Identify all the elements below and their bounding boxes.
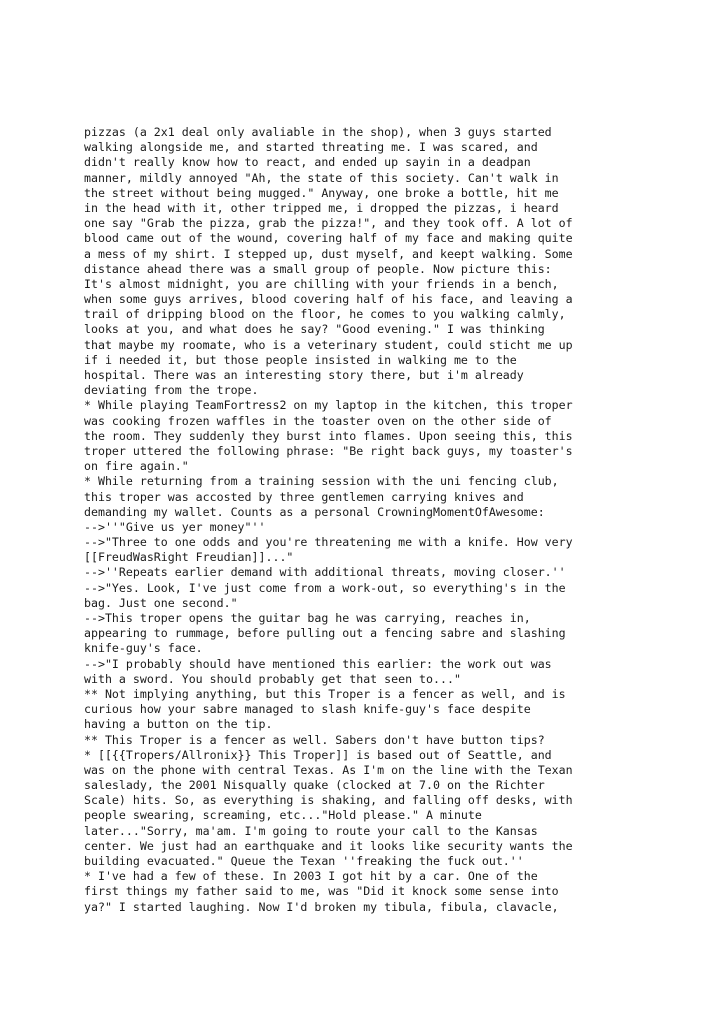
document-text-line: that maybe my roomate, who is a veterinary student, could sticht me up: [84, 337, 573, 352]
document-text-line: * While returning from a training session with the uni fencing club,: [84, 474, 559, 489]
document-text-line: manner, mildly annoyed "Ah, the state of this society. Can't walk in: [84, 170, 559, 185]
document-text-line: this troper was accosted by three gentlemen carrying knives and: [84, 489, 524, 504]
document-text-line: when some guys arrives, blood covering half of his face, and leaving a: [84, 292, 573, 307]
document-text-line: troper uttered the following phrase: "Be right back guys, my toaster's: [84, 443, 573, 458]
document-text-line: bag. Just one second.": [84, 595, 238, 610]
document-text-line: -->''Repeats earlier demand with additional threats, moving closer.'': [84, 565, 566, 580]
document-text-line: walking alongside me, and started threating me. I was scared, and: [84, 140, 538, 155]
document-text-line: looks at you, and what does he say? "Good evening." I was thinking: [84, 322, 545, 337]
document-text-line: * While playing TeamFortress2 on my laptop in the kitchen, this troper: [84, 398, 573, 413]
document-text-line: It's almost midnight, you are chilling with your friends in a bench,: [84, 276, 559, 291]
document-text-line: ya?" I started laughing. Now I'd broken my tibula, fibula, clavacle,: [84, 899, 559, 914]
document-text-line: center. We just had an earthquake and it looks like security wants the: [84, 838, 573, 853]
document-text-line: * I've had a few of these. In 2003 I got hit by a car. One of the: [84, 869, 538, 884]
document-text-line: if i needed it, but those people insisted in walking me to the: [84, 352, 517, 367]
document-text-line: knife-guy's face.: [84, 641, 203, 656]
document-text-line: appearing to rummage, before pulling out a fencing sabre and slashing: [84, 626, 566, 641]
document-text-line: -->"I probably should have mentioned this earlier: the work out was: [84, 656, 552, 671]
document-text-line: curious how your sabre managed to slash knife-guy's face despite: [84, 702, 531, 717]
document-text-line: building evacuated." Queue the Texan ''freaking the fuck out.'': [84, 854, 524, 868]
document-text-line: blood came out of the wound, covering half of my face and making quite: [84, 231, 573, 246]
document-text-line: ** Not implying anything, but this Troper is a fencer as well, and is: [84, 686, 566, 701]
document-text-line: a mess of my shirt. I stepped up, dust myself, and keept walking. Some: [84, 246, 573, 261]
document-text-line: [[FreudWasRight Freudian]]...": [84, 550, 294, 565]
document-text-line: trail of dripping blood on the floor, he comes to you walking calmly,: [84, 307, 566, 322]
document-text-line: -->"Three to one odds and you're threatening me with a knife. How very: [84, 535, 573, 550]
document-text-line: deviating from the trope.: [84, 383, 259, 398]
document-text-line: the street without being mugged." Anyway, one broke a bottle, hit me: [84, 185, 559, 200]
document-text-line: was cooking frozen waffles in the toaster oven on the other side of: [84, 413, 552, 428]
document-text-line: hospital. There was an interesting story there, but i'm already: [84, 368, 524, 382]
document-body-text: [84, 125, 714, 915]
document-text-line: ** This Troper is a fencer as well. Sabers don't have button tips?: [84, 732, 545, 747]
document-text-line: saleslady, the 2001 Nisqually quake (clocked at 7.0 on the Richter: [84, 778, 545, 793]
document-text-line: didn't really know how to react, and ended up sayin in a deadpan: [84, 155, 531, 170]
document-text-line: demanding my wallet. Counts as a personal CrowningMomentOfAwesome:: [84, 504, 545, 519]
document-text-line: * [[{{Tropers/Allronix}} This Troper]] is based out of Seattle, and: [84, 747, 552, 762]
document-text-line: the room. They suddenly they burst into flames. Upon seeing this, this: [84, 428, 573, 443]
document-text-line: having a button on the tip.: [84, 717, 273, 732]
document-text-line: on fire again.": [84, 459, 189, 474]
document-text-line: later..."Sorry, ma'am. I'm going to route your call to the Kansas: [84, 823, 538, 838]
document-text-line: -->This troper opens the guitar bag he was carrying, reaches in,: [84, 611, 531, 625]
document-text-line: one say "Grab the pizza, grab the pizza!", and they took off. A lot of: [84, 216, 573, 231]
document-text-line: pizzas (a 2x1 deal only avaliable in the shop), when 3 guys started: [84, 125, 552, 139]
document-text-line: people swearing, screaming, etc..."Hold please." A minute: [84, 808, 482, 823]
document-text-line: in the head with it, other tripped me, i dropped the pizzas, i heard: [84, 200, 559, 215]
document-text-line: was on the phone with central Texas. As I'm on the line with the Texan: [84, 762, 573, 777]
document-text-line: with a sword. You should probably get that seen to...": [84, 671, 461, 686]
document-text-line: -->"Yes. Look, I've just come from a work-out, so everything's in the: [84, 580, 566, 595]
document-text-line: distance ahead there was a small group of people. Now picture this:: [84, 261, 552, 276]
document-text-line: Scale) hits. So, as everything is shaking, and falling off desks, with: [84, 793, 573, 808]
document-text-line: -->''"Give us yer money"'': [84, 519, 266, 534]
document-text-line: first things my father said to me, was "Did it knock some sense into: [84, 884, 559, 899]
